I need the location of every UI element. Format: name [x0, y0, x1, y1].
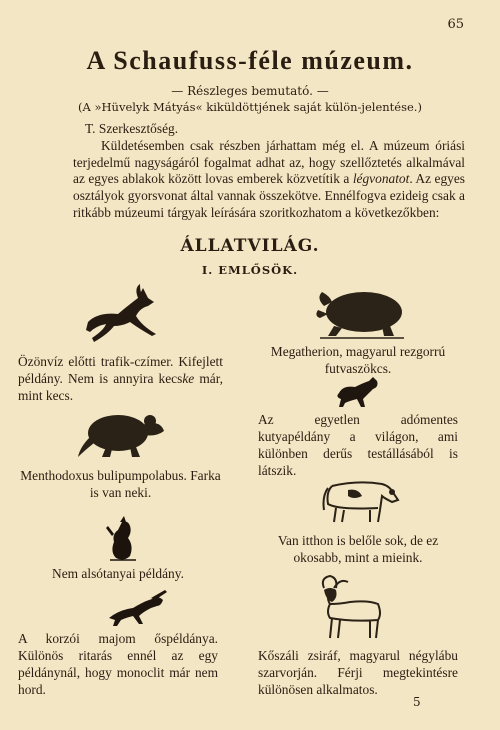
caption-item2: Megatherion, magyarul rezgorrú futvaszökcs.	[270, 344, 446, 376]
caption-item4: Az egyetlen adómentes kutyapéldány a világon, ami különben derűs testállásából is látszik.	[258, 412, 458, 478]
page-number: 65	[447, 17, 464, 32]
caption-item7: A korzói majom őspéldánya. Különös ritarás ennél az egy példánynál, hogy monoclit már nem hord.	[18, 631, 218, 697]
report-note: (A »Hüvelyk Mátyás« kiküldöttjének saját külön-jelentése.)	[78, 100, 422, 114]
caption-item1-a: Özönvíz előtti trafik-czímer. Kifejlett példány. Nem is annyira kecs	[18, 354, 223, 386]
rat-icon	[76, 403, 168, 461]
mountain-goat-icon	[316, 574, 390, 642]
small-dog-icon	[333, 373, 383, 409]
monkey-icon	[103, 588, 175, 628]
intro-text	[73, 121, 465, 222]
intro-part-1: Küldetésemben csak részben járhattam még el. A múzeum óriási terjedelmű nagyságáról fogalmat adhat az, hogy szellőztetés alkalmával az egyes ablakok között lovas emberek közvetítik a	[73, 137, 465, 187]
caption-item1	[18, 353, 223, 404]
goat-trafik-icon	[78, 282, 163, 348]
subsection-heading: I. EMLŐSÖK.	[201, 263, 299, 277]
intro-emphasis: légvonatot	[352, 171, 410, 187]
intro-paragraph	[73, 138, 465, 222]
caption-item5: Nem alsótanyai példány.	[52, 566, 184, 581]
caption-item6: Van itthon is belőle sok, de ez okosabb, mint a mieink.	[277, 533, 439, 565]
intro-part-2: . Az egyes osztályok gyorsvonat által vannak összekötve. Ennélfogva ezideig csak a ritkább múzeumi tárgyak leírására szoritkozhatom a következőkben:	[73, 171, 466, 220]
page-title: A Schaufuss-féle múzeum.	[86, 46, 414, 75]
caption-item3: Menthodoxus bulipumpolabus. Farka is van neki.	[20, 468, 221, 500]
black-bird-icon	[100, 512, 140, 564]
caption-item1-b: már, mint kecs.	[18, 371, 223, 403]
section-heading: ÁLLATVILÁG.	[180, 236, 320, 256]
subtitle: — Részleges bemutató. —	[171, 84, 329, 98]
caption-item1-em: ke	[182, 371, 195, 386]
salutation: T. Szerkesztőség.	[85, 121, 179, 136]
footer-number: 5	[413, 695, 421, 709]
caption-item8: Kőszáli zsiráf, magyarul négylábu szarvorján. Férji megtekintésre különösen alkalmatos.	[258, 648, 458, 697]
megatherion-icon	[314, 280, 409, 340]
